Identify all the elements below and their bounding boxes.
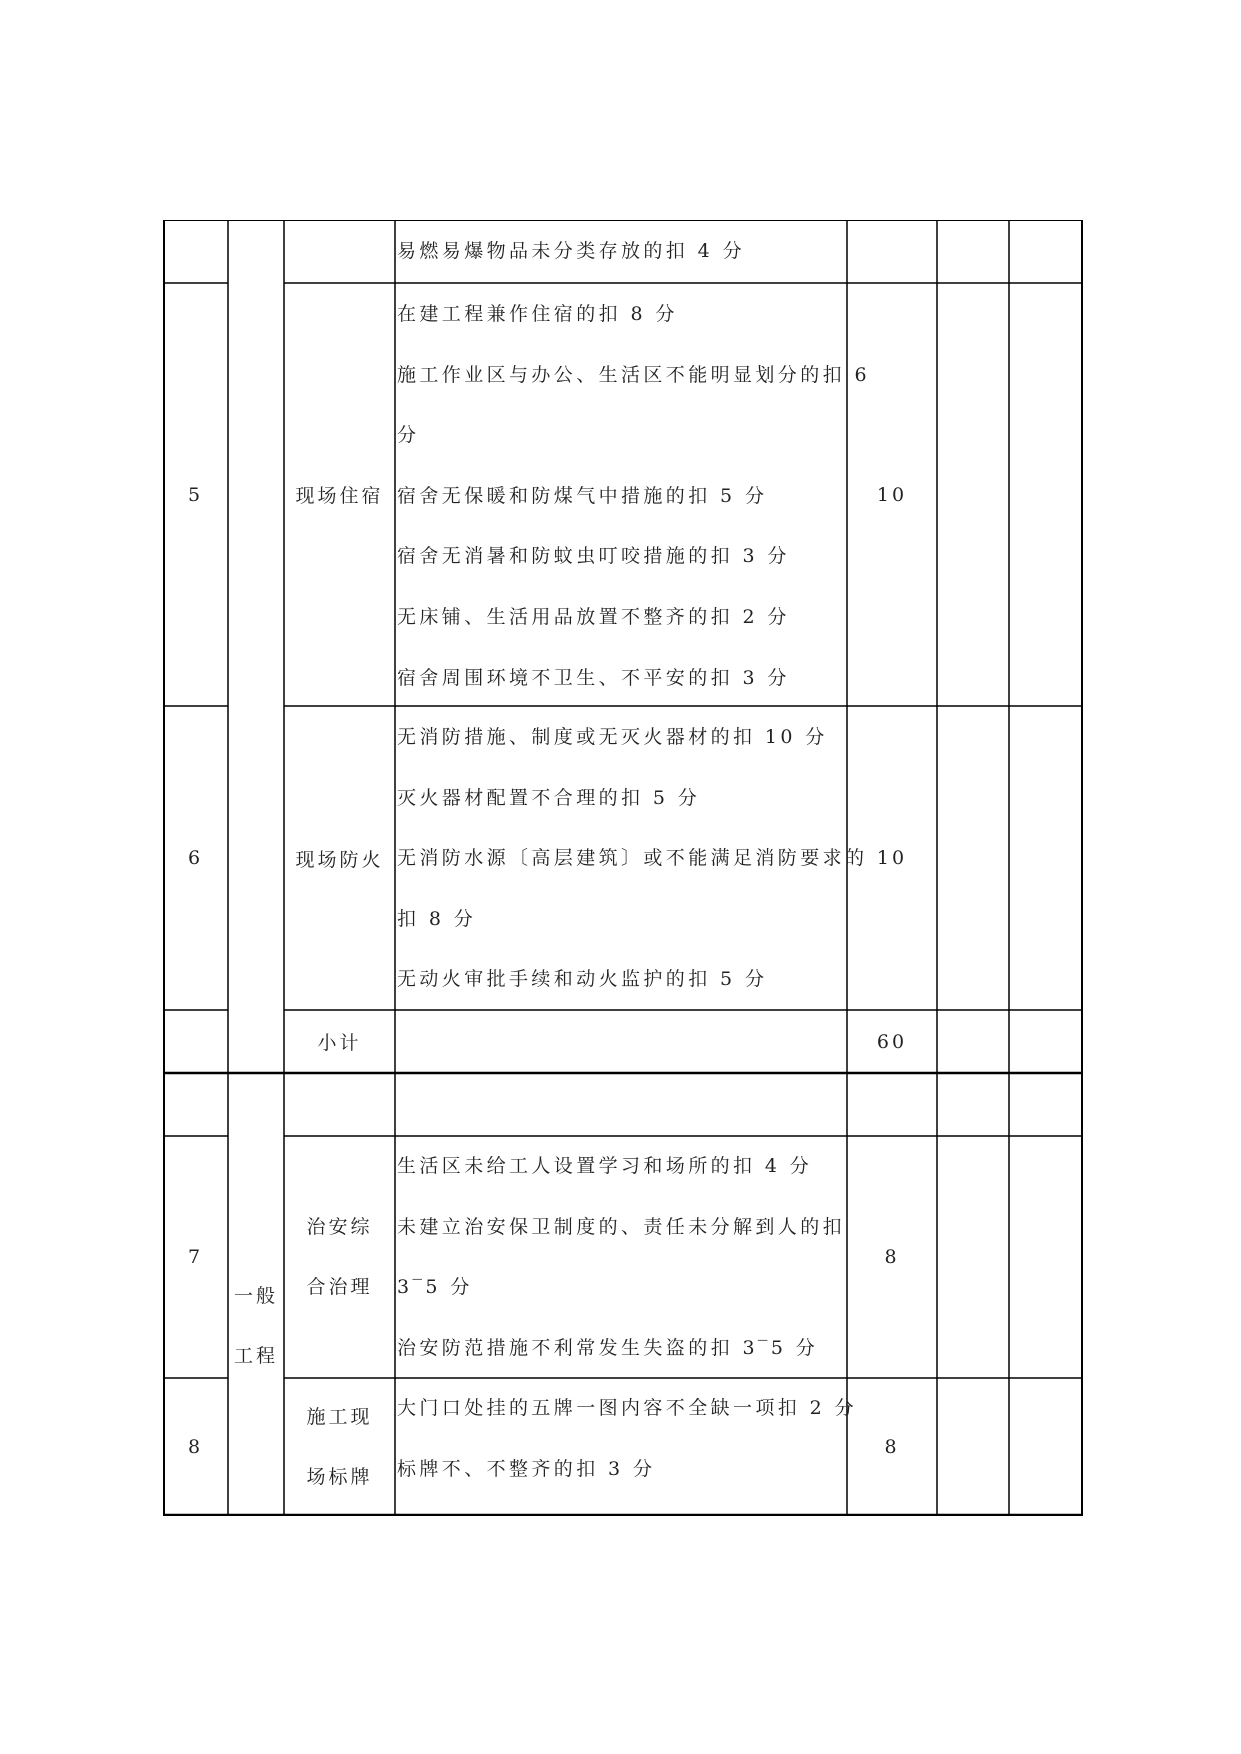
item-name: 现场防火: [295, 848, 384, 871]
item-name-line: 场标牌: [306, 1465, 373, 1488]
item-name-line: 合治理: [306, 1276, 373, 1298]
category-label: [228, 1136, 284, 1516]
criteria-line: 3‾5 分: [397, 1276, 473, 1299]
criteria-line: 扣 8 分: [397, 907, 477, 930]
criteria-line: 宿舍无保暖和防煤气中措施的扣 5 分: [397, 484, 768, 507]
row-number: 7: [187, 1246, 204, 1268]
criteria-line: 宿舍周围环境不卫生、不平安的扣 3 分: [397, 666, 790, 689]
points-value: 8: [884, 1435, 900, 1458]
inspection-score-table: [163, 220, 1083, 1516]
row-number: 8: [187, 1435, 204, 1458]
criteria-cell: [397, 1136, 849, 1378]
criteria-line: 宿舍无消暑和防蚊虫叮咬措施的扣 3 分: [397, 545, 790, 568]
item-name: 现场住宿: [295, 485, 384, 507]
criteria-line: 无消防水源〔高层建筑〕或不能满足消防要求的: [397, 847, 868, 870]
criteria-line: 灭火器材配置不合理的扣 5 分: [397, 786, 701, 809]
criteria-cell: [397, 221, 849, 282]
subtotal-points: 60: [876, 1030, 908, 1053]
points-value: 8: [884, 1246, 900, 1268]
row-number: 5: [187, 483, 204, 506]
subtotal-label: 小计: [317, 1032, 362, 1054]
item-name: [284, 1378, 395, 1515]
criteria-line: 分: [397, 424, 420, 447]
item-name-line: 施工现: [306, 1405, 373, 1428]
category-line: 一般: [233, 1285, 278, 1307]
item-name: [284, 1136, 395, 1378]
criteria-line: 在建工程兼作住宿的扣 8 分: [397, 303, 678, 325]
category-line: 工程: [233, 1345, 278, 1367]
points-value: 10: [876, 483, 908, 506]
criteria-line: 无动火审批手续和动火监护的扣 5 分: [397, 968, 768, 991]
criteria-line: 无床铺、生活用品放置不整齐的扣 2 分: [397, 605, 790, 628]
points-value: 10: [876, 847, 908, 869]
criteria-line: 无消防措施、制度或无灭火器材的扣 10 分: [397, 726, 828, 748]
row-number: 6: [187, 847, 204, 869]
criteria-line: 施工作业区与办公、生活区不能明显划分的扣 6: [397, 363, 870, 386]
criteria-cell: [397, 1378, 857, 1499]
criteria-line: 易燃易爆物品未分类存放的扣 4 分: [397, 240, 745, 262]
criteria-line: 大门口处挂的五牌一图内容不全缺一项扣 2 分: [397, 1397, 857, 1419]
criteria-line: 生活区未给工人设置学习和场所的扣 4 分: [397, 1155, 813, 1177]
criteria-line: 未建立治安保卫制度的、责任未分解到人的扣: [397, 1215, 846, 1238]
criteria-line: 标牌不、不整齐的扣 3 分: [397, 1457, 656, 1480]
criteria-cell: [397, 284, 870, 708]
criteria-cell: [397, 707, 868, 1010]
criteria-line: 治安防范措施不利常发生失盗的扣 3‾5 分: [397, 1336, 819, 1359]
item-name-line: 治安综: [306, 1216, 373, 1238]
